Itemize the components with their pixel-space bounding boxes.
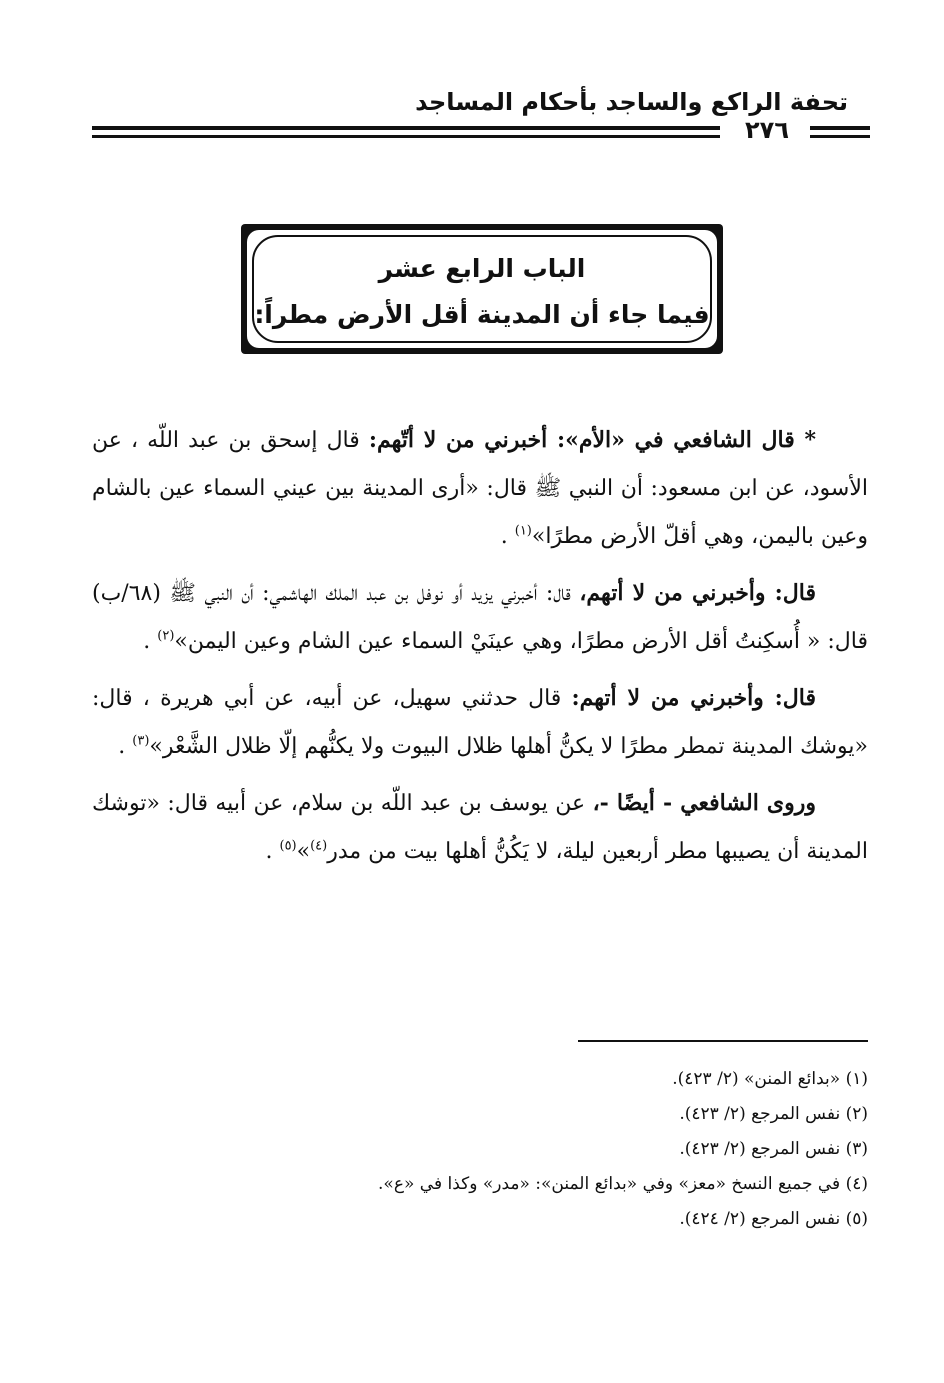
paragraph-2	[92, 569, 868, 666]
footnote-ref: (٥)	[279, 838, 297, 854]
paragraph-text: قال: أخبرني يزيد أو نوفل بن عبد الملك الهاشمي: أن النبي ﷺ (٦٨/ب) قال: « أُسكِنتُ أقل الأرض مطرًا، وهي عينَيْ السماء عين الشام وعين اليمن»	[92, 581, 868, 654]
main-text	[92, 416, 868, 884]
paragraph-text: قال إسحق بن عبد اللّه ، عن الأسود، عن ابن مسعود: أن النبي ﷺ قال: «أرى المدينة بين عيني السماء عين بالشام وعين باليمن، وهي أقلّ الأرض مطرًا»	[92, 428, 868, 549]
paragraph-text: قال حدثني سهيل، عن أبيه، عن أبي هريرة ، قال: «يوشك المدينة تمطر مطرًا لا يكنُّ أهلها ظلال البيوت ولا يكنُّهم إلّا ظلال الشَّعْر»	[92, 686, 868, 759]
paragraph-end: .	[118, 734, 133, 759]
chapter-box	[241, 224, 723, 354]
footnote-5: (٥) نفس المرجع (٢/ ٤٢٤).	[679, 1209, 868, 1229]
paragraph-end: .	[143, 629, 158, 654]
chapter-box-inner	[247, 230, 717, 348]
footnote-ref: (١)	[514, 523, 532, 539]
footnote-3: (٣) نفس المرجع (٢/ ٤٢٣).	[679, 1139, 868, 1159]
chapter-title: الباب الرابع عشر	[378, 254, 586, 283]
footnote-ref: (٤)	[310, 838, 328, 854]
footnote-2: (٢) نفس المرجع (٢/ ٤٢٣).	[679, 1104, 868, 1124]
chapter-subtitle: فيما جاء أن المدينة أقل الأرض مطراً:	[254, 300, 710, 329]
header-rule-right	[810, 126, 870, 138]
footnote-ref: (٣)	[132, 733, 150, 749]
paragraph-end: .	[265, 839, 280, 864]
paragraph-lead: قال: وأخبرني من لا أتهم،	[579, 580, 816, 606]
paragraph-1	[92, 416, 868, 561]
paragraph-3	[92, 674, 868, 771]
paragraph-lead: * قال الشافعي في «الأم»: أخبرني من لا أتّهم:	[368, 427, 816, 453]
header-rule-left	[92, 126, 720, 138]
paragraph-end: .	[500, 524, 515, 549]
page-number: ٢٧٦	[745, 116, 789, 144]
footnote-ref: (٢)	[157, 628, 175, 644]
footnote-4: (٤) في جميع النسخ «معز» وفي «بدائع المنن»: «مدر» وكذا في «ع».	[378, 1174, 868, 1194]
paragraph-text: عن يوسف بن عبد اللّه بن سلام، عن أبيه قال: «توشك المدينة أن يصيبها مطر أربعين ليلة، لا يَكُنُّ أهلها بيت من مدر	[92, 791, 868, 864]
footnotes	[150, 1062, 868, 1237]
paragraph-4	[92, 779, 868, 876]
footnote-1: (١) «بدائع المنن» (٢/ ٤٢٣).	[672, 1069, 868, 1089]
paragraph-lead: قال: وأخبرني من لا أتهم:	[571, 685, 816, 711]
book-title: تحفة الراكع والساجد بأحكام المساجد	[415, 88, 848, 116]
paragraph-text-close: »	[296, 839, 311, 864]
footnote-separator	[578, 1040, 868, 1042]
paragraph-lead: وروى الشافعي - أيضًا -،	[592, 790, 817, 816]
